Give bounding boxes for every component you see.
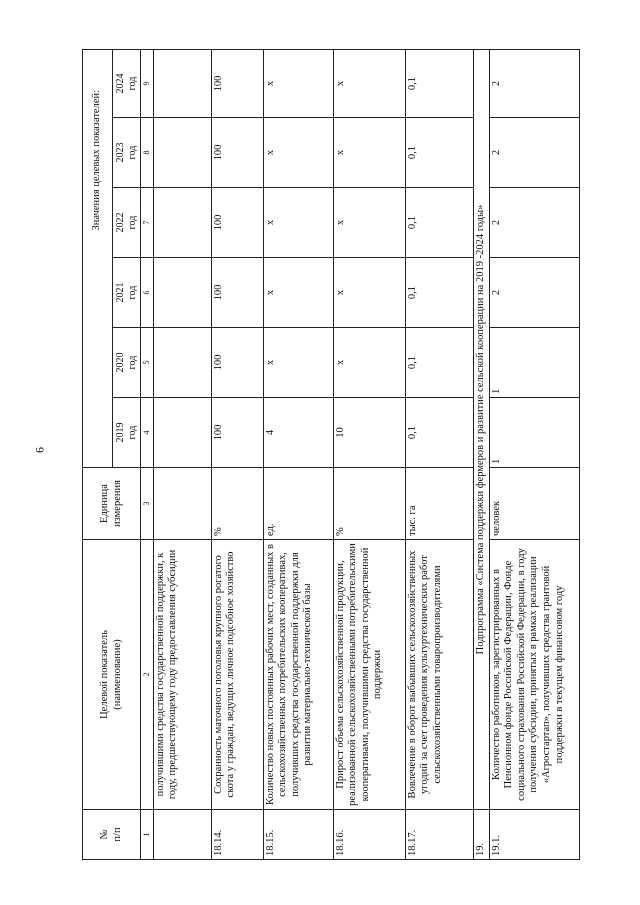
- row-value-2019: 0,1: [405, 398, 473, 468]
- column-number: 5: [141, 328, 154, 398]
- header-num: № п/п: [83, 810, 141, 860]
- row-indicator: Вовлечение в оборот выбывших сельскохозяйственных угодий за счет проведения культуртехнических работ сельскохозяйственными товаропроизводителями: [405, 540, 473, 810]
- row-value-2024: х: [333, 49, 405, 117]
- table-row: [211, 49, 263, 859]
- row-num: 18.15.: [263, 810, 333, 860]
- row-value-2022: 2: [489, 188, 579, 258]
- row-value-2024: х: [263, 49, 333, 117]
- row-num: 18.17.: [405, 810, 473, 860]
- table-row: [405, 49, 473, 859]
- row-value-2019: [153, 398, 211, 468]
- row-value-2019: 100: [211, 398, 263, 468]
- row-value-2024: 2: [489, 49, 579, 117]
- row-value-2020: х: [333, 328, 405, 398]
- row-value-2021: 0,1: [405, 258, 473, 328]
- row-value-2022: 0,1: [405, 188, 473, 258]
- row-value-2023: 0,1: [405, 118, 473, 188]
- column-number: 3: [141, 468, 154, 540]
- section-num: 19.: [473, 810, 489, 860]
- target-indicators-table: [82, 49, 580, 860]
- row-value-2023: х: [263, 118, 333, 188]
- row-num: 19.1.: [489, 810, 579, 860]
- column-number: 9: [141, 49, 154, 117]
- row-num: 18.14.: [211, 810, 263, 860]
- row-value-2021: х: [263, 258, 333, 328]
- row-value-2020: [153, 328, 211, 398]
- table-row: [153, 49, 211, 859]
- header-year-2023: 2023 год: [113, 118, 141, 188]
- row-value-2020: 100: [211, 328, 263, 398]
- header-year-2024: 2024 год: [113, 49, 141, 117]
- header-targets: Значения целевых показателей:: [83, 49, 113, 467]
- row-value-2022: 100: [211, 188, 263, 258]
- row-value-2023: 2: [489, 118, 579, 188]
- row-unit: человек: [489, 468, 579, 540]
- header-year-2021: 2021 год: [113, 258, 141, 328]
- row-value-2021: 2: [489, 258, 579, 328]
- rotated-table-container: [82, 50, 582, 860]
- row-value-2021: х: [333, 258, 405, 328]
- row-value-2023: 100: [211, 118, 263, 188]
- header-year-2019: 2019 год: [113, 398, 141, 468]
- row-indicator: Количество новых постоянных рабочих мест, созданных в сельскохозяйственных потребительских кооперативах, получивших средства государственной поддержки для развития материально-технической базы: [263, 540, 333, 810]
- column-number: 7: [141, 188, 154, 258]
- row-indicator: получившими средства государственной поддержки, к году, предшествующему году предоставления субсидии: [153, 540, 211, 810]
- column-number: 2: [141, 540, 154, 810]
- header-year-2022: 2022 год: [113, 188, 141, 258]
- row-value-2024: 100: [211, 49, 263, 117]
- row-unit: [153, 468, 211, 540]
- section-title: Подпрограмма «Система поддержки фермеров и развитие сельской кооперации на 2019 -2024 годы»: [473, 49, 489, 809]
- column-number: 1: [141, 810, 154, 860]
- row-indicator: Прирост объема сельскохозяйственной продукции, реализованной сельскохозяйственными потребительскими кооперативами, получившими средства государственной поддержки: [333, 540, 405, 810]
- row-value-2020: х: [263, 328, 333, 398]
- row-num: 18.16.: [333, 810, 405, 860]
- table-row: [489, 49, 579, 859]
- row-indicator: Сохранность маточного поголовья крупного рогатого скота у граждан, ведущих личное подсобное хозяйство: [211, 540, 263, 810]
- row-num: [153, 810, 211, 860]
- row-unit: ед.: [263, 468, 333, 540]
- row-value-2023: х: [333, 118, 405, 188]
- row-value-2019: 10: [333, 398, 405, 468]
- row-value-2023: [153, 118, 211, 188]
- column-number: 6: [141, 258, 154, 328]
- table-row: [263, 49, 333, 859]
- header-indicator: Целевой показатель (наименование): [83, 540, 141, 810]
- row-indicator: Количество работников, зарегистрированных в Пенсионном фонде Российской Федерации, Фонде социального страхования Российской Федерации, в году получения субсидии, принятых в рамках реализации «Агростартап», получивших средства грантовой поддержки в текущем финансовом году: [489, 540, 579, 810]
- row-value-2019: 4: [263, 398, 333, 468]
- row-value-2022: х: [333, 188, 405, 258]
- row-value-2020: 1: [489, 328, 579, 398]
- table-row: [333, 49, 405, 859]
- page-number: 6: [32, 447, 47, 453]
- row-value-2020: 0,1: [405, 328, 473, 398]
- row-value-2019: 1: [489, 398, 579, 468]
- row-unit: %: [333, 468, 405, 540]
- row-unit: %: [211, 468, 263, 540]
- column-number: 4: [141, 398, 154, 468]
- row-value-2022: х: [263, 188, 333, 258]
- header-unit: Единица измерения: [83, 468, 141, 540]
- row-value-2022: [153, 188, 211, 258]
- row-value-2024: 0,1: [405, 49, 473, 117]
- header-year-2020: 2020 год: [113, 328, 141, 398]
- row-unit: тыс. га: [405, 468, 473, 540]
- row-value-2021: [153, 258, 211, 328]
- row-value-2024: [153, 49, 211, 117]
- column-number: 8: [141, 118, 154, 188]
- section-row: [473, 49, 489, 859]
- document-sheet: [82, 50, 582, 860]
- row-value-2021: 100: [211, 258, 263, 328]
